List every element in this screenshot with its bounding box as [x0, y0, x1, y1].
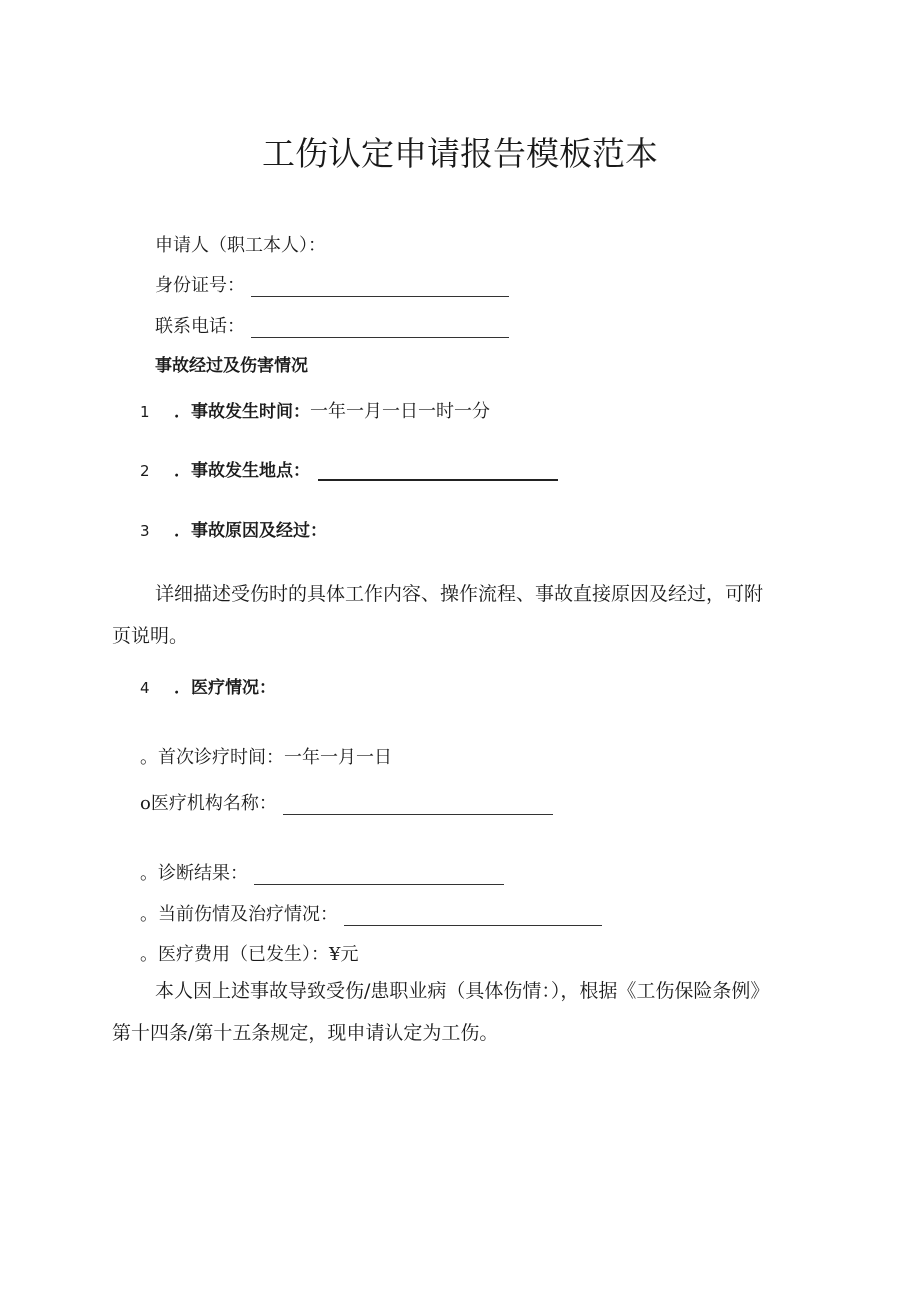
page-title: 工伤认定申请报告模板范本: [262, 134, 658, 173]
item-2-number: 2: [140, 462, 150, 480]
item-1-number: 1: [140, 403, 150, 421]
item-3: [140, 516, 327, 541]
current-status-label: 。当前伤情及治疗情况：: [140, 904, 338, 925]
statement-line1: 本人因上述事故导致受伤/患职业病（具体伤情：），根据《工伤保险条例》: [155, 980, 770, 1002]
item-1: [140, 397, 490, 423]
applicant-name-label: 申请人（职工本人）：: [155, 235, 326, 256]
current-status-blank[interactable]: [344, 907, 602, 926]
diagnosis-label: 。诊断结果：: [140, 863, 248, 884]
item-4-label: ．医疗情况：: [174, 678, 276, 698]
cause-detail-line1: 详细描述受伤时的具体工作内容、操作流程、事故直接原因及经过，可附: [155, 583, 764, 605]
item-2-label: ．事故发生地点：: [174, 461, 310, 481]
statement-line2: 第十四条/第十五条规定，现申请认定为工伤。: [112, 1022, 499, 1044]
diagnosis-row: [140, 859, 504, 885]
section-heading: 事故经过及伤害情况: [155, 356, 308, 376]
item-3-number: 3: [140, 522, 150, 540]
cause-detail-line2: 页说明。: [112, 625, 189, 647]
institution-blank[interactable]: [283, 796, 553, 815]
institution-row: [140, 789, 553, 815]
item-1-label: ．事故发生时间：: [174, 402, 310, 422]
id-number-row: [155, 271, 509, 297]
first-visit-time: 。首次诊疗时间：一年一月一日: [140, 747, 392, 768]
item-4-number: 4: [140, 679, 150, 697]
institution-label: o医疗机构名称：: [140, 793, 277, 814]
diagnosis-blank[interactable]: [254, 866, 504, 885]
id-number-label: 身份证号：: [155, 275, 245, 296]
item-4: [140, 673, 276, 698]
item-2-blank[interactable]: [318, 461, 558, 481]
item-2: [140, 456, 558, 481]
item-3-label: ．事故原因及经过：: [174, 521, 327, 541]
phone-row: [155, 312, 509, 338]
id-number-blank[interactable]: [251, 278, 509, 297]
phone-blank[interactable]: [251, 319, 509, 338]
item-1-value: 一年一月一日一时一分: [310, 401, 490, 422]
medical-expenses: 。医疗费用（已发生）：¥元: [140, 944, 359, 965]
phone-label: 联系电话：: [155, 316, 245, 337]
current-status-row: [140, 900, 602, 926]
